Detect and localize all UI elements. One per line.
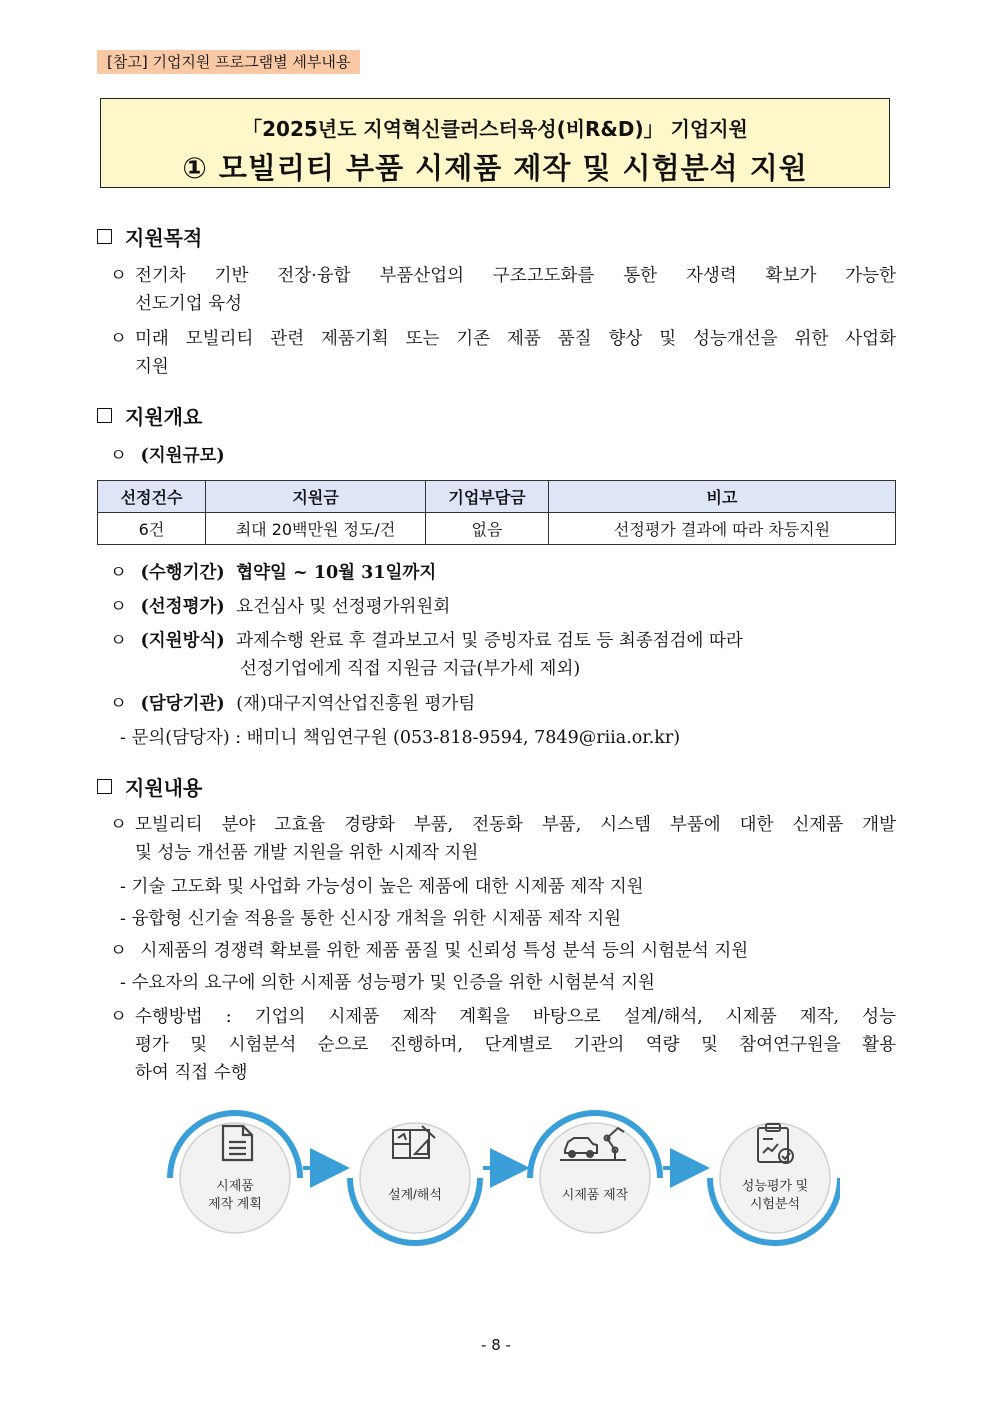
circle-bullet-icon: ㅇ <box>110 563 127 583</box>
purpose-item-1-cont: 선도기업 육성 <box>135 294 242 314</box>
table-cell: 없음 <box>426 513 549 545</box>
purpose-item-2-cont: 지원 <box>135 357 169 377</box>
circle-bullet-icon: ㅇ <box>110 597 127 617</box>
section-purpose-heading: 지원목적 <box>97 222 202 251</box>
period-row: ㅇ (수행기간) 협약일 ~ 10월 31일까지 <box>110 563 437 583</box>
circle-bullet-icon: ㅇ <box>110 266 127 286</box>
content-item-3-cont-2: 하여 직접 수행 <box>135 1063 248 1083</box>
table-cell: 최대 20백만원 정도/건 <box>206 513 426 545</box>
purpose-item-1: ㅇ 전기차 기반 전장·융합 부품산업의 구조고도화를 통한 자생력 확보가 가능한 <box>110 262 896 287</box>
title-line-2: ① 모빌리티 부품 시제품 제작 및 시험분석 지원 <box>182 151 808 185</box>
table-row <box>98 513 896 545</box>
checkbox-square-icon <box>97 779 112 794</box>
title-line-1: 「2025년도 지역혁신클러스터육성(비R&D)」 기업지원 <box>242 117 748 141</box>
page-number: - 8 - <box>481 1336 511 1354</box>
step-label-design: 설계/해석 <box>388 1187 442 1202</box>
step-circle <box>360 1123 470 1233</box>
circle-bullet-icon: ㅇ <box>110 446 127 466</box>
content-sub-1: - 기술 고도화 및 사업화 가능성이 높은 제품에 대한 시제품 제작 지원 <box>120 877 644 897</box>
support-scale-table <box>97 480 896 545</box>
content-sub-2: - 융합형 신기술 적용을 통한 신시장 개척을 위한 시제품 제작 지원 <box>120 909 622 929</box>
table-cell: 6건 <box>98 513 206 545</box>
content-item-3: ㅇ 수행방법 : 기업의 시제품 제작 계획을 바탕으로 설계/해석, 시제품 제작, 성능 <box>110 1003 896 1028</box>
content-sub-3: - 수요자의 요구에 의한 시제품 성능평가 및 인증을 위한 시험분석 지원 <box>120 973 655 993</box>
circle-bullet-icon: ㅇ <box>110 329 127 349</box>
section-overview-heading: 지원개요 <box>97 401 202 430</box>
content-item-1-cont: 및 성능 개선품 개발 지원을 위한 시제작 지원 <box>135 843 479 863</box>
section-content-heading: 지원내용 <box>97 772 202 801</box>
title-box <box>100 98 890 188</box>
circle-bullet-icon: ㅇ <box>110 694 127 714</box>
checkbox-square-icon <box>97 229 112 244</box>
content-item-2: ㅇ 시제품의 경쟁력 확보를 위한 제품 품질 및 신뢰성 특성 분석 등의 시험분석 지원 <box>110 941 749 961</box>
table-cell: 선정평가 결과에 따라 차등지원 <box>549 513 896 545</box>
content-item-3-cont-1: 평가 및 시험분석 순으로 진행하며, 단계별로 기관의 역량 및 참여연구원을 활용 <box>135 1035 896 1055</box>
agency-row: ㅇ (담당기관) (재)대구지역산업진흥원 평가팀 <box>110 694 476 714</box>
contact-row: - 문의(담당자) : 배미니 책임연구원 (053-818-9594, 7849@riia.or.kr) <box>120 728 681 748</box>
reference-tag: [참고] 기업지원 프로그램별 세부내용 <box>97 50 360 74</box>
evaluation-row: ㅇ (선정평가) 요건심사 및 선정평가위원회 <box>110 597 451 617</box>
table-header-row <box>98 481 896 513</box>
method-row: ㅇ (지원방식) 과제수행 완료 후 결과보고서 및 증빙자료 검토 등 최종점검에 따라 <box>110 631 743 651</box>
checkbox-square-icon <box>97 408 112 423</box>
step-circle <box>540 1123 650 1233</box>
method-row-cont: 선정기업에게 직접 지원금 지급(부가세 제외) <box>240 659 581 679</box>
process-step-prototype <box>530 1113 660 1233</box>
content-item-1: ㅇ 모빌리티 분야 고효율 경량화 부품, 전동화 부품, 시스템 부품에 대한 신제품 개발 <box>110 811 896 836</box>
table-header-cell: 선정건수 <box>98 481 206 513</box>
process-step-design <box>350 1123 480 1243</box>
process-step-plan <box>170 1113 300 1233</box>
table-header-cell: 지원금 <box>206 481 426 513</box>
scale-label-row: ㅇ (지원규모) <box>110 446 225 466</box>
circle-bullet-icon: ㅇ <box>110 1007 127 1027</box>
step-label-testing: 성능평가 및 시험분석 <box>741 1178 809 1211</box>
circle-bullet-icon: ㅇ <box>110 815 127 835</box>
step-label-plan: 시제품 제작 계획 <box>208 1178 262 1211</box>
circle-bullet-icon: ㅇ <box>110 631 127 651</box>
purpose-item-2: ㅇ 미래 모빌리티 관련 제품기획 또는 기존 제품 품질 향상 및 성능개선을 위한 사업화 <box>110 325 896 350</box>
table-header-cell: 비고 <box>549 481 896 513</box>
table-header-cell: 기업부담금 <box>426 481 549 513</box>
step-label-prototype: 시제품 제작 <box>561 1187 629 1202</box>
circle-bullet-icon: ㅇ <box>110 941 127 961</box>
